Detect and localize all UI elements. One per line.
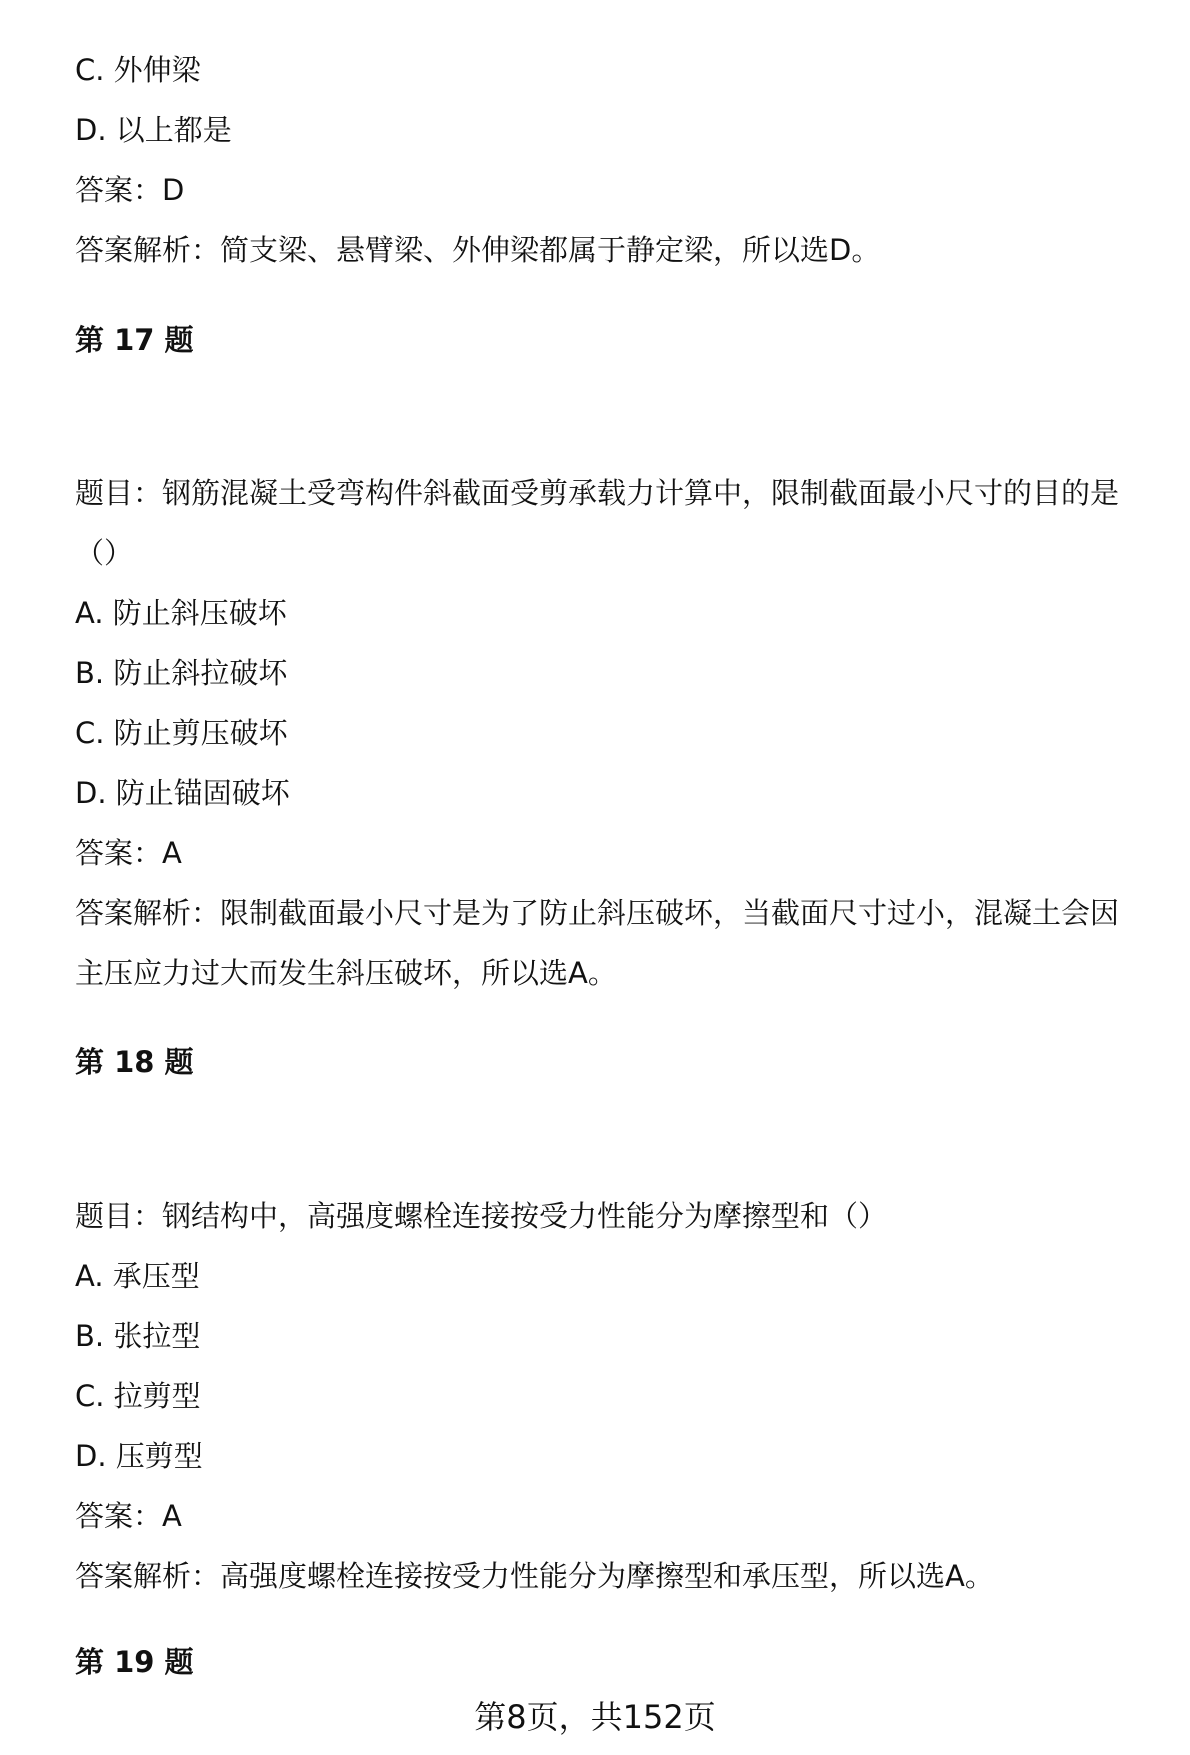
q18-option-a: A. 承压型 bbox=[75, 1259, 200, 1293]
q17-explanation-line1: 答案解析：限制截面最小尺寸是为了防止斜压破坏，当截面尺寸过小，混凝土会因 bbox=[75, 896, 1120, 930]
q17-stem-line2: （） bbox=[75, 536, 134, 570]
q17-heading: 第 17 题 bbox=[75, 323, 194, 357]
q17-option-b: B. 防止斜拉破坏 bbox=[75, 656, 288, 690]
q17-option-a: A. 防止斜压破坏 bbox=[75, 596, 287, 630]
q18-heading: 第 18 题 bbox=[75, 1045, 194, 1079]
page-number-footer: 第8页，共152页 bbox=[474, 1698, 716, 1736]
prev-explanation: 答案解析：简支梁、悬臂梁、外伸梁都属于静定梁，所以选D。 bbox=[75, 233, 881, 267]
q19-heading: 第 19 题 bbox=[75, 1645, 194, 1679]
q18-answer: 答案：A bbox=[75, 1499, 182, 1533]
prev-option-c: C. 外伸梁 bbox=[75, 53, 201, 87]
prev-option-d: D. 以上都是 bbox=[75, 113, 232, 147]
q17-stem-line1: 题目：钢筋混凝土受弯构件斜截面受剪承载力计算中，限制截面最小尺寸的目的是 bbox=[75, 476, 1120, 510]
q17-explanation-line2: 主压应力过大而发生斜压破坏，所以选A。 bbox=[75, 956, 617, 990]
prev-answer: 答案：D bbox=[75, 173, 185, 207]
q18-explanation: 答案解析：高强度螺栓连接按受力性能分为摩擦型和承压型，所以选A。 bbox=[75, 1559, 994, 1593]
q17-option-c: C. 防止剪压破坏 bbox=[75, 716, 288, 750]
q17-answer: 答案：A bbox=[75, 836, 182, 870]
q17-option-d: D. 防止锚固破坏 bbox=[75, 776, 290, 810]
q18-option-c: C. 拉剪型 bbox=[75, 1379, 201, 1413]
q18-option-b: B. 张拉型 bbox=[75, 1319, 201, 1353]
q18-option-d: D. 压剪型 bbox=[75, 1439, 203, 1473]
q18-stem: 题目：钢结构中，高强度螺栓连接按受力性能分为摩擦型和（） bbox=[75, 1199, 888, 1233]
